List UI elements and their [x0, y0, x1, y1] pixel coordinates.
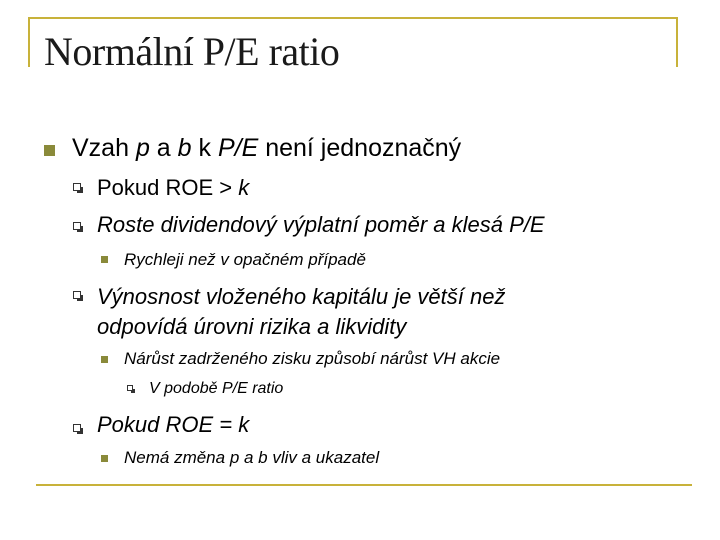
bullet-item-6: Nárůst zadrženého zisku způsobí nárůst VH akcie — [124, 349, 501, 368]
bullet-square-hollow-icon — [73, 424, 81, 432]
bullet-square-filled-icon — [44, 145, 55, 156]
bullet-item-3: Roste dividendový výplatní poměr a klesá P/E — [97, 212, 545, 237]
bullet-item-2: Pokud ROE > k — [97, 175, 250, 200]
bullet-item-9: Nemá změna p a b vliv a ukazatel — [124, 448, 380, 467]
frame-line-left — [28, 17, 30, 67]
bullet-square-hollow-icon — [73, 291, 81, 299]
slide-title: Normální P/E ratio — [44, 29, 340, 74]
bullet-square-hollow-icon — [73, 183, 81, 191]
frame-line-top — [28, 17, 678, 19]
frame-line-bottom — [36, 484, 692, 486]
bullet-square-filled-icon — [101, 256, 108, 263]
bullet-item-5: Výnosnost vloženého kapitálu je větší než odpovídá úrovni rizika a likvidity — [97, 284, 506, 339]
bullet-item-1: Vzah p a b k P/E není jednoznačný — [72, 134, 462, 162]
bullet-square-hollow-icon — [73, 222, 81, 230]
bullet-item-7: V podobě P/E ratio — [149, 380, 284, 397]
frame-line-right — [676, 17, 678, 67]
bullet-item-8: Pokud ROE = k — [97, 412, 250, 437]
bullet-square-hollow-icon — [127, 385, 133, 391]
bullet-item-4: Rychleji než v opačném případě — [124, 250, 366, 269]
bullet-square-filled-icon — [101, 455, 108, 462]
bullet-square-filled-icon — [101, 356, 108, 363]
